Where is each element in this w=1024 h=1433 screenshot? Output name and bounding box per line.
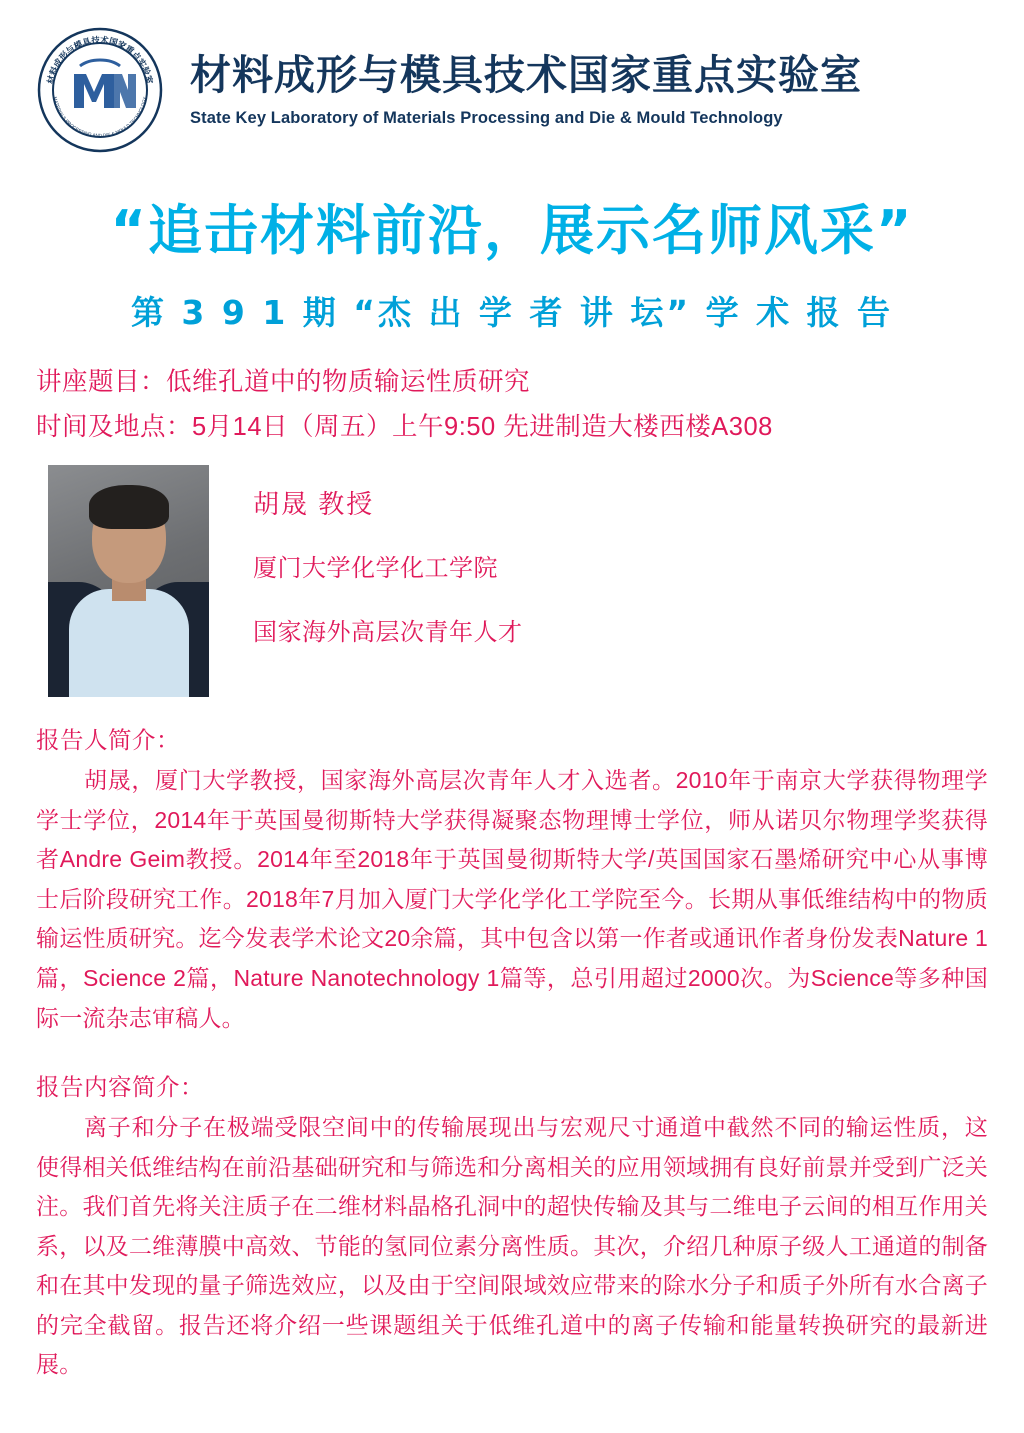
poster-slogan: “追击材料前沿，展示名师风采” <box>110 199 914 262</box>
lab-name-cn: 材料成形与模具技术国家重点实验室 <box>190 51 862 100</box>
svg-text:材料成形与模具技术国家重点实验室: 材料成形与模具技术国家重点实验室 <box>46 35 154 86</box>
header-text-block <box>182 52 988 127</box>
lecture-meta <box>36 360 988 449</box>
portrait-shirt <box>69 589 189 697</box>
poster-header <box>36 0 988 154</box>
speaker-portrait <box>48 465 209 697</box>
lecture-topic: 讲座题目：低维孔道中的物质输运性质研究 <box>36 368 531 396</box>
bio-text: 胡晟，厦门大学教授，国家海外高层次青年人才入选者。2010年于南京大学获得物理学学士学位，2014年于英国曼彻斯特大学获得凝聚态物理博士学位，师从诺贝尔物理学奖获得者Andre Geim教授。2014年至2018年于英国曼彻斯特大学/英国国家石墨烯研究中心从事博士后阶段研究工作。2018年7月加入厦门大学化学化工学院至今。长期从事低维结构中的物质输运性质研究。迄今发表学术论文20余篇，其中包含以第一作者或通讯作者身份发表Nature 1篇，Science 2篇，Nature Nanotechnology 1篇等，总引用超过2000次。为Science等多种国际一流杂志审稿人。 <box>36 767 988 1031</box>
abstract-section <box>36 1068 988 1385</box>
speaker-block <box>36 465 988 697</box>
lab-logo-icon <box>36 26 164 154</box>
speaker-affiliation: 厦门大学化学化工学院 <box>253 555 498 583</box>
portrait-hair <box>89 485 169 529</box>
lecture-time-place: 时间及地点：5月14日（周五）上午9:50 先进制造大楼西楼A308 <box>36 412 773 441</box>
svg-text:MATERIALS PROCESSING AND DIE &: MATERIALS PROCESSING AND DIE & MOULD TECHNOLOGY <box>52 96 148 138</box>
speaker-title: 国家海外高层次青年人才 <box>253 619 523 647</box>
abstract-text: 离子和分子在极端受限空间中的传输展现出与宏观尺寸通道中截然不同的输运性质，这使得相关低维结构在前沿基础研究和与筛选和分离相关的应用领域拥有良好前景并受到广泛关注。我们首先将关注质子在二维材料晶格孔洞中的超快传输及其与二维电子云间的相互作用关系，以及二维薄膜中高效、节能的氢同位素分离性质。其次，介绍几种原子级人工通道的制备和在其中发现的量子筛选效应，以及由于空间限域效应带来的除水分子和质子外所有水合离子的完全截留。报告还将介绍一些课题组关于低维孔道中的离子传输和能量转换研究的最新进展。 <box>36 1114 988 1378</box>
bio-heading: 报告人简介： <box>36 727 180 754</box>
poster-series-title: 第 3 9 1 期 “杰 出 学 者 讲 坛” 学 术 报 告 <box>130 293 894 332</box>
speaker-info <box>209 465 523 645</box>
lab-name-en: State Key Laboratory of Materials Processing and Die & Mould Technology <box>190 108 783 127</box>
bio-section <box>36 721 988 1038</box>
abstract-heading: 报告内容简介： <box>36 1074 204 1101</box>
speaker-name: 胡晟 教授 <box>253 489 375 520</box>
